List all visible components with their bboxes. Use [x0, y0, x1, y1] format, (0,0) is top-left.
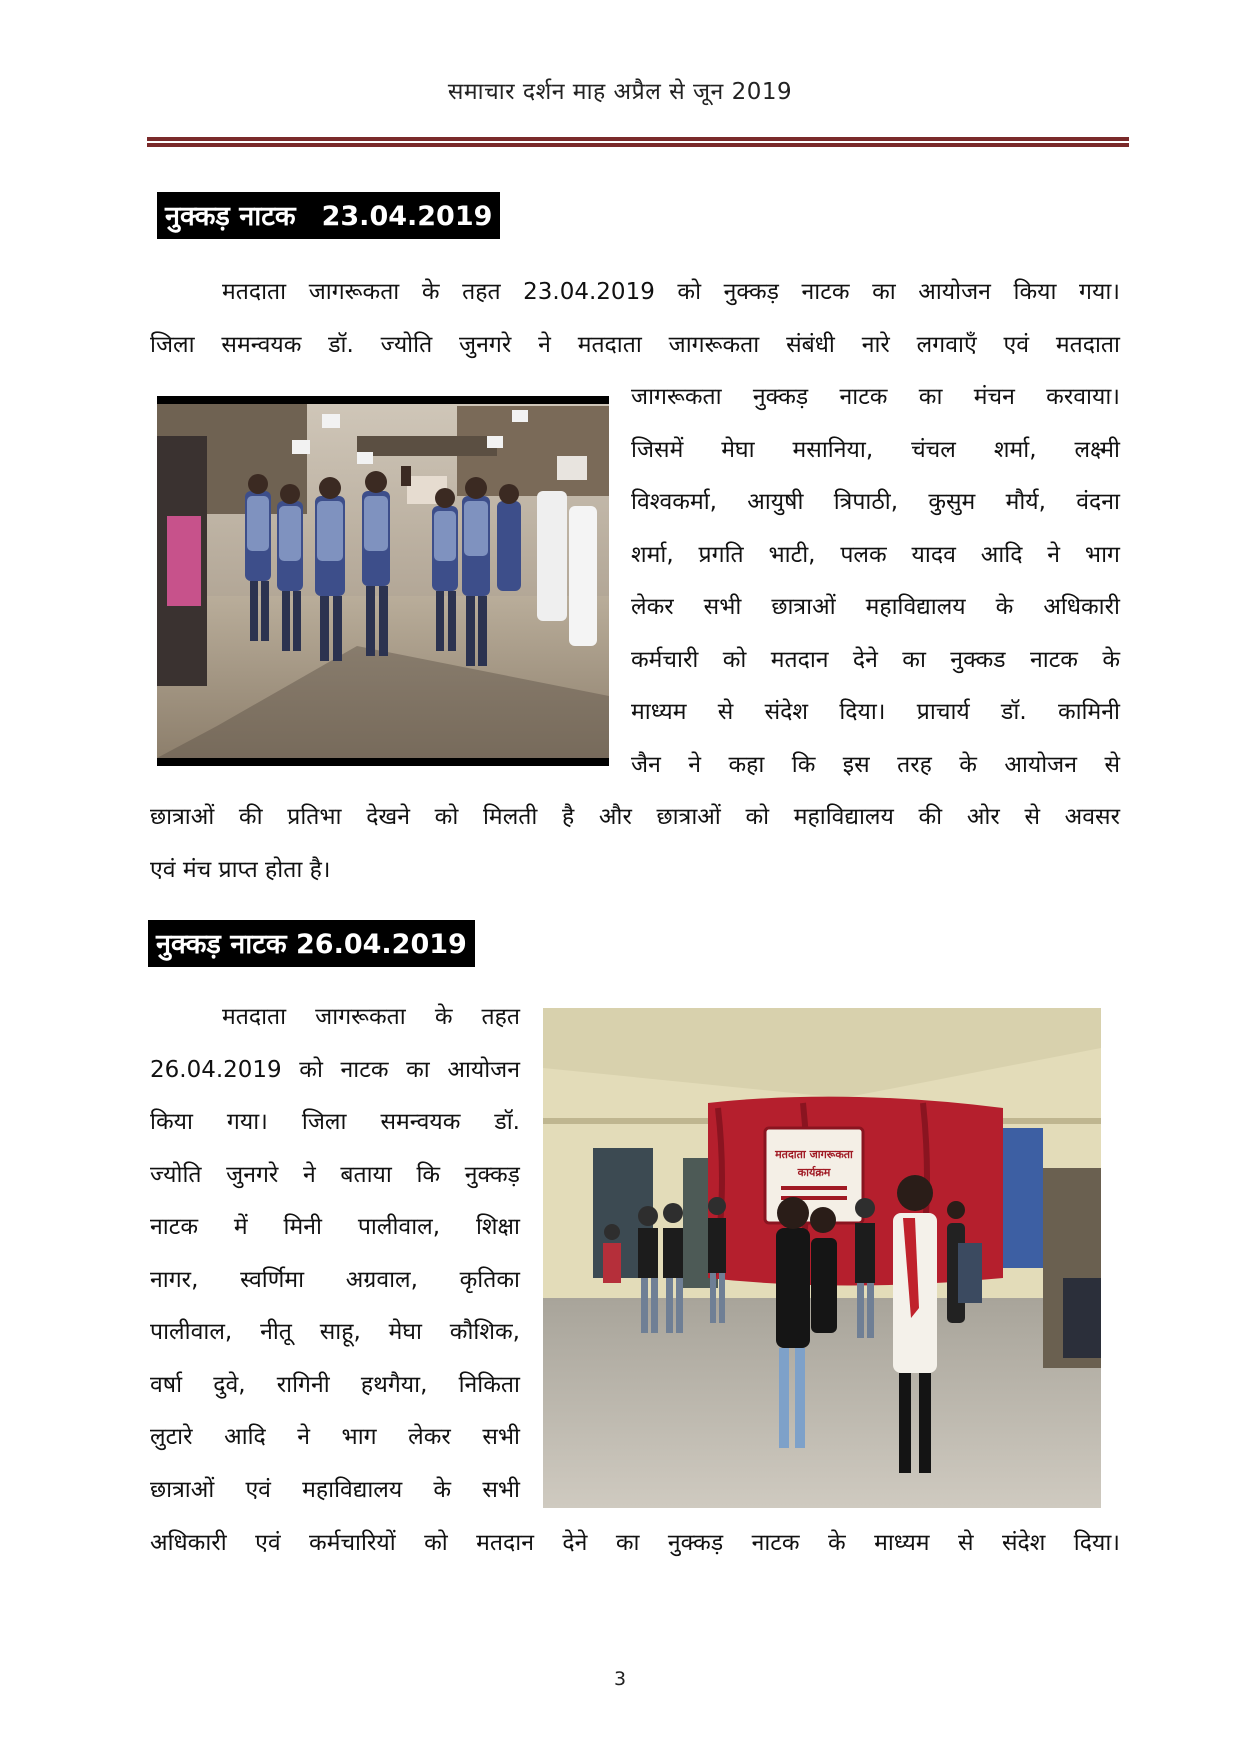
text-line: जागरूकता नुक्कड़ नाटक का मंचन करवाया।	[631, 384, 1120, 410]
text-line: शर्मा, प्रगति भाटी, पलक यादव आदि ने भाग	[631, 541, 1120, 568]
page-number: 3	[613, 1668, 627, 1690]
text-line: कर्मचारी को मतदान देने का नुक्कड नाटक के	[631, 646, 1120, 673]
text-line: लेकर सभी छात्राओं महाविद्यालय के अधिकारी	[631, 594, 1120, 620]
text-line: लुटारे आदि ने भाग लेकर सभी	[150, 1424, 520, 1450]
section-heading-2-label: नुक्कड़ नाटक	[156, 929, 287, 960]
text-line: विश्वकर्मा, आयुषी त्रिपाठी, कुसुम मौर्य, वंदना	[631, 489, 1120, 515]
text-line: नाटक में मिनी पालीवाल, शिक्षा	[150, 1214, 520, 1240]
banner-line-1: मतदाता जागरूकता	[775, 1148, 853, 1161]
text-line: एवं मंच प्राप्त होता है।	[150, 856, 331, 883]
text-line: छात्राओं की प्रतिभा देखने को मिलती है और छात्राओं को महाविद्यालय की ओर से अवसर	[150, 804, 1120, 830]
section-1-side-text	[631, 371, 1120, 791]
section-heading-1-date: 23.04.2019	[321, 201, 493, 232]
section-heading-1-label: नुक्कड़ नाटक	[165, 201, 296, 232]
text-line: जैन ने कहा कि इस तरह के आयोजन से	[631, 751, 1120, 778]
text-line: जिसमें मेघा मसानिया, चंचल शर्मा, लक्ष्मी	[631, 436, 1120, 463]
text-line: जिला समन्वयक डॉ. ज्योति जुनगरे ने मतदाता जागरूकता संबंधी नारे लगवाएँ एवं मतदाता	[150, 331, 1120, 358]
header-divider	[147, 137, 1129, 147]
banner-line-2: कार्यक्रम	[797, 1166, 831, 1179]
section-1-outro	[150, 791, 1120, 896]
section-heading-2-date: 26.04.2019	[296, 929, 467, 960]
text-line: माध्यम से संदेश दिया। प्राचार्य डॉ. कामिनी	[631, 699, 1120, 725]
section-2-side-text	[150, 991, 520, 1516]
section-heading-1	[157, 192, 500, 239]
text-line: पालीवाल, नीतू साहू, मेघा कौशिक,	[150, 1319, 520, 1345]
text-line: अधिकारी एवं कर्मचारियों को मतदान देने का नुक्कड़ नाटक के माध्यम से संदेश दिया।	[150, 1530, 1120, 1556]
newsletter-title: समाचार दर्शन माह अप्रैल से जून 2019	[447, 79, 793, 105]
section-2-outro	[150, 1517, 1120, 1570]
section-heading-2	[148, 920, 475, 967]
text-line: मतदाता जागरूकता के तहत	[222, 1004, 520, 1030]
section-1-intro	[150, 266, 1120, 371]
text-line: नागर, स्वर्णिमा अग्रवाल, कृतिका	[150, 1266, 520, 1293]
text-line: 26.04.2019 को नाटक का आयोजन	[150, 1056, 520, 1083]
text-line: किया गया। जिला समन्वयक डॉ.	[150, 1109, 520, 1135]
text-line: मतदाता जागरूकता के तहत 23.04.2019 को नुक्कड़ नाटक का आयोजन किया गया।	[222, 279, 1120, 305]
text-line: वर्षा दुवे, रागिनी हथगैया, निकिता	[150, 1371, 520, 1398]
street-play-photo-1	[157, 396, 609, 766]
street-play-photo-2	[543, 1008, 1101, 1508]
text-line: ज्योति जुनगरे ने बताया कि नुक्कड़	[150, 1161, 520, 1188]
text-line: छात्राओं एवं महाविद्यालय के सभी	[150, 1476, 520, 1503]
